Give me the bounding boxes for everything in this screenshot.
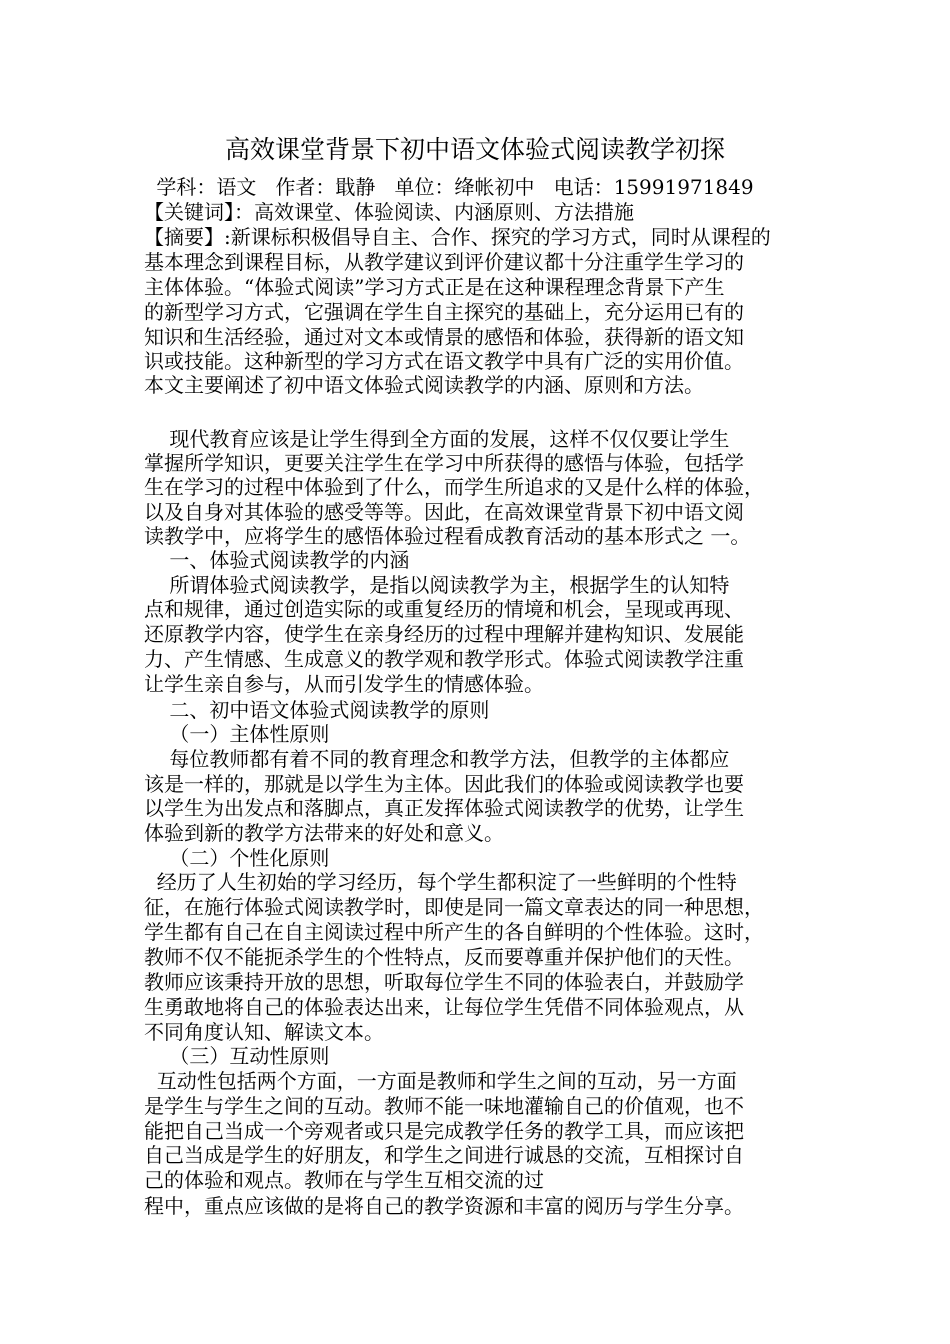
abstract-line: 识或技能。这种新型的学习方式在语文教学中具有广泛的实用价值。: [144, 349, 744, 373]
body-line: 该是一样的，那就是以学生为主体。因此我们的体验或阅读教学也要: [144, 772, 744, 796]
body-line: 是学生与学生之间的互动。教师不能一味地灌输自己的价值观，也不: [144, 1094, 744, 1118]
body-line: 不同角度认知、解读文本。: [144, 1020, 384, 1044]
body-line: 现代教育应该是让学生得到全方面的发展，这样不仅仅要让学生: [144, 427, 730, 451]
abstract-line: 本文主要阐述了初中语文体验式阅读教学的内涵、原则和方法。: [144, 373, 704, 397]
body-line: 读教学中，应将学生的感悟体验过程看成教育活动的基本形式之 一。: [144, 524, 751, 548]
body-line: 己的体验和观点。教师在与学生互相交流的过: [144, 1168, 544, 1192]
body-line: 生在学习的过程中体验到了什么，而学生所追求的又是什么样的体验，: [144, 475, 764, 499]
body-line: 学生都有自己在自主阅读过程中所产生的各自鲜明的个性体验。这时，: [144, 920, 764, 944]
body-line: 掌握所学知识，更要关注学生在学习中所获得的感悟与体验，包括学: [144, 451, 744, 475]
keywords-line: 【关键词】：高效课堂、体验阅读、内涵原则、方法措施: [144, 200, 634, 224]
body-line: 程中，重点应该做的是将自己的教学资源和丰富的阅历与学生分享。: [144, 1194, 744, 1218]
body-line: 力、产生情感、生成意义的教学观和教学形式。体验式阅读教学注重: [144, 647, 744, 671]
author-info-line: 学科：语文 作者：戢静 单位：绛帐初中 电话：15991971849: [150, 175, 754, 199]
body-line: 自己当成是学生的好朋友，和学生之间进行诚恳的交流，互相探讨自: [144, 1143, 744, 1167]
abstract-line: 的新型学习方式，它强调在学生自主探究的基础上，充分运用已有的: [144, 300, 744, 324]
subsection-heading: （二）个性化原则: [144, 846, 330, 870]
body-line: 征，在施行体验式阅读教学时，即使是同一篇文章表达的同一种思想，: [144, 895, 764, 919]
body-line: 体验到新的教学方法带来的好处和意义。: [144, 821, 504, 845]
body-line: 点和规律，通过创造实际的或重复经历的情境和机会，呈现或再现、: [144, 597, 744, 621]
document-title: 高效课堂背景下初中语文体验式阅读教学初探: [224, 135, 725, 164]
abstract-line: 主体体验。“体验式阅读”学习方式正是在这种课程理念背景下产生: [144, 275, 725, 299]
subsection-heading: （三）互动性原则: [144, 1044, 330, 1068]
body-line: 经历了人生初始的学习经历，每个学生都积淀了一些鲜明的个性特: [144, 870, 737, 894]
section-heading: 二、初中语文体验式阅读教学的原则: [144, 698, 490, 722]
body-line: 以及自身对其体验的感受等等。因此，在高效课堂背景下初中语文阅: [144, 500, 744, 524]
abstract-line: 基本理念到课程目标，从教学建议到评价建议都十分注重学生学习的: [144, 250, 744, 274]
body-line: 以学生为出发点和落脚点，真正发挥体验式阅读教学的优势，让学生: [144, 796, 744, 820]
body-line: 生勇敢地将自己的体验表达出来，让每位学生凭借不同体验观点，从: [144, 995, 744, 1019]
body-line: 互动性包括两个方面，一方面是教师和学生之间的互动，另一方面: [144, 1069, 737, 1093]
body-line: 教师应该秉持开放的思想，听取每位学生不同的体验表白，并鼓励学: [144, 970, 744, 994]
abstract-line: 【摘要】:新课标积极倡导自主、合作、探究的学习方式，同时从课程的: [144, 225, 771, 249]
subsection-heading: （一）主体性原则: [144, 722, 330, 746]
body-line: 让学生亲自参与，从而引发学生的情感体验。: [144, 672, 544, 696]
body-line: 所谓体验式阅读教学，是指以阅读教学为主，根据学生的认知特: [144, 573, 730, 597]
abstract-line: 知识和生活经验，通过对文本或情景的感悟和体验，获得新的语文知: [144, 325, 744, 349]
body-line: 能把自己当成一个旁观者或只是完成教学任务的教学工具，而应该把: [144, 1119, 744, 1143]
section-heading: 一、体验式阅读教学的内涵: [144, 548, 410, 572]
body-line: 每位教师都有着不同的教育理念和教学方法，但教学的主体都应: [144, 747, 730, 771]
body-line: 教师不仅不能扼杀学生的个性特点，反而要尊重并保护他们的天性。: [144, 945, 744, 969]
body-line: 还原教学内容，使学生在亲身经历的过程中理解并建构知识、发展能: [144, 622, 744, 646]
